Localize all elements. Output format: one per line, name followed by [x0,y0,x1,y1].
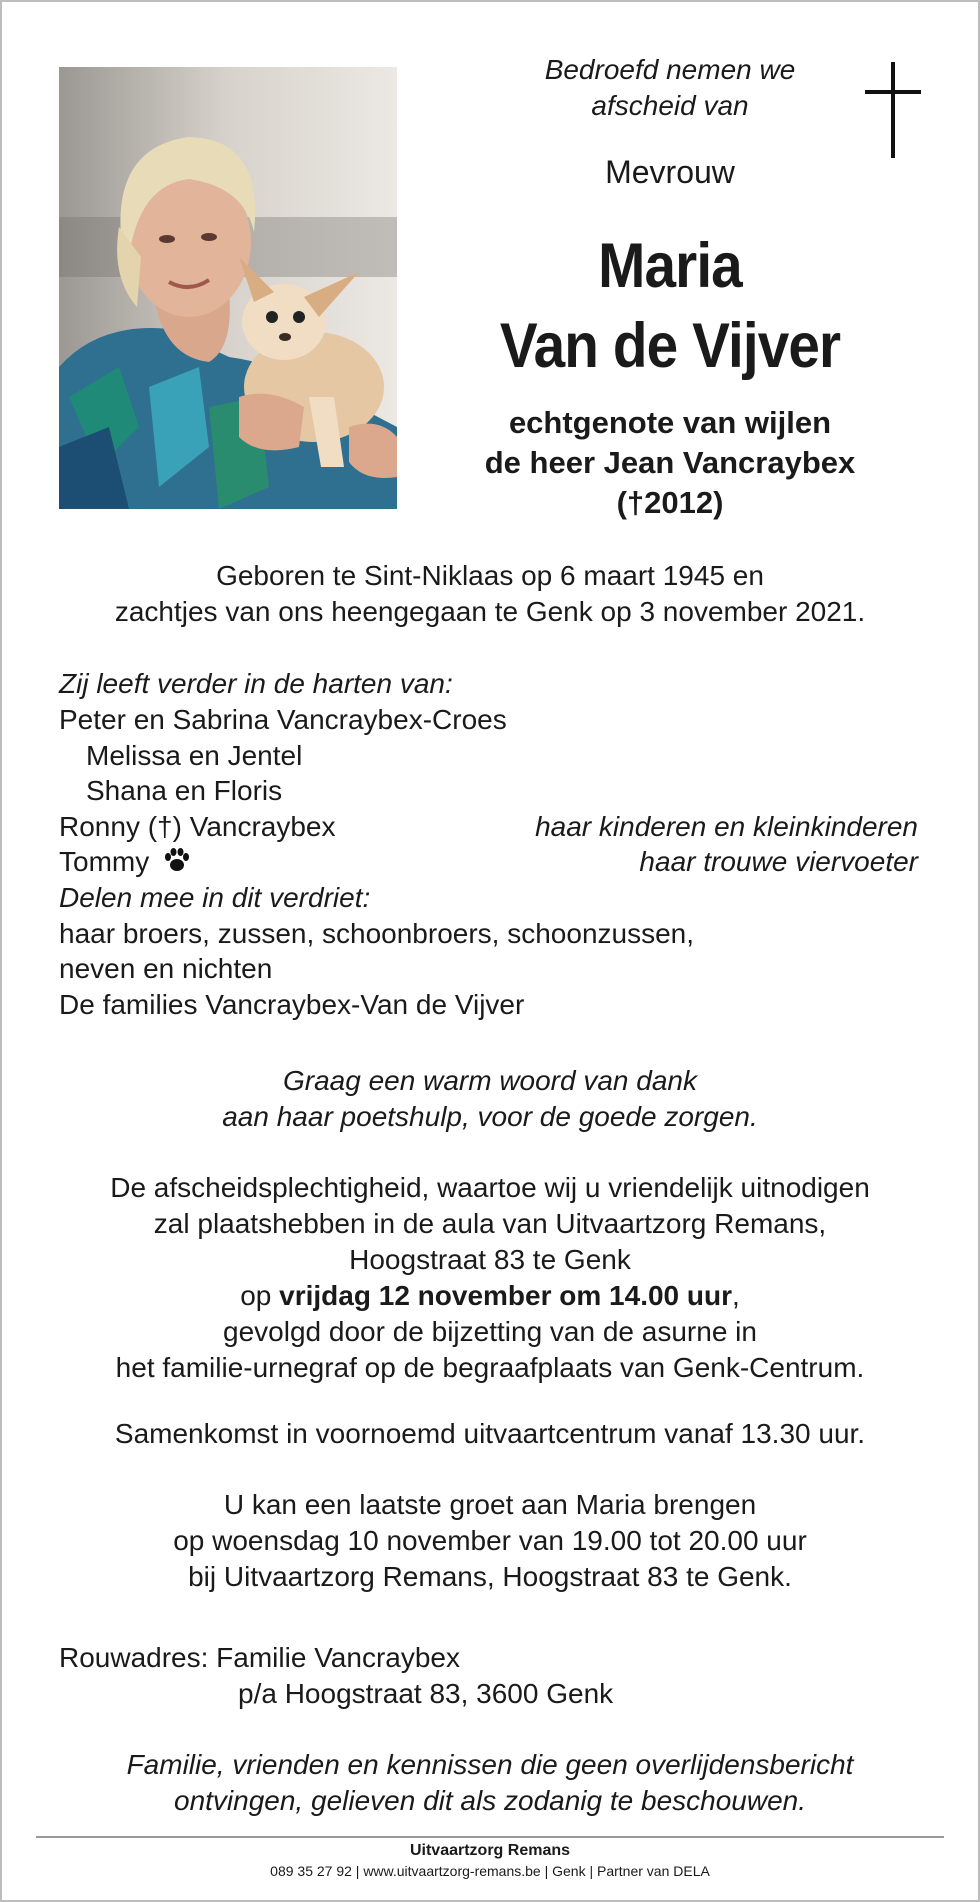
family-pet [59,844,191,882]
family-note: haar kinderen en kleinkinderen [535,811,918,842]
family-member: Shana en Floris [86,775,283,806]
last-name: Van de Vijver [499,311,841,381]
first-name: Maria [598,231,742,301]
closing-text: Familie, vrienden en kennissen die geen overlijdensbericht ontvingen, gelieven dit als zodanig te beschouwen. [126,1749,854,1816]
footer-details: 089 35 27 92 | www.uitvaartzorg-remans.be | Genk | Partner van DELA [270,1863,710,1879]
family-heading: Zij leeft verder in de harten van: [59,668,453,699]
family-member: Peter en Sabrina Vancraybex-Croes [59,704,507,735]
ceremony-date: vrijdag 12 november om 14.00 uur [279,1280,732,1311]
paw-print-icon [163,846,191,882]
family-member: Melissa en Jentel [86,740,303,771]
thanks-text: Graag een warm woord van dank aan haar poetshulp, voor de goede zorgen. [222,1065,758,1132]
birth-death-text: Geboren te Sint-Niklaas op 6 maart 1945 en zachtjes van ons heengegaan te Genk op 3 november 2021. [114,560,866,627]
family-member: Ronny (†) Vancraybex [59,811,336,842]
portrait-photo [59,67,397,509]
footer-divider [36,1836,944,1838]
pet-name: Tommy [59,846,150,877]
share-line: haar broers, zussen, schoonbroers, schoonzussen, [59,918,695,949]
gathering-text: Samenkomst in voornoemd uitvaartcentrum vanaf 13.30 uur. [114,1418,866,1449]
share-line: neven en nichten [59,953,273,984]
spouse-info: echtgenote van wijlen de heer Jean Vancraybex (†2012) [484,405,856,520]
deceased-name [445,226,895,386]
ceremony-text: De afscheidsplechtigheid, waartoe wij u vriendelijk uitnodigen zal plaatshebben in de aula van Uitvaartzorg Remans, Hoogstraat 83 te Genk op vrijdag 12 november om 14.00 uur, gevolgd door de bijzetting van de asurne in het familie-urnegraf op de begraafplaats van Genk-Centrum. [40,1170,940,1386]
visit-text: U kan een laatste groet aan Maria brengen op woensdag 10 november van 19.00 tot 20.00 uur bij Uitvaartzorg Remans, Hoogstraat 83 te Genk. [173,1489,807,1592]
footer-company: Uitvaartzorg Remans [409,1842,571,1859]
intro-text: Bedroefd nemen we afscheid van [544,54,796,121]
share-heading: Delen mee in dit verdriet: [59,882,371,913]
share-line: De families Vancraybex-Van de Vijver [59,989,525,1020]
ceremony-date-line: op vrijdag 12 november om 14.00 uur, [240,1280,740,1311]
pet-note: haar trouwe viervoeter [639,846,918,877]
mourning-address: Rouwadres: Familie Vancraybex [59,1642,460,1673]
salutation: Mevrouw [605,154,735,190]
mourning-address-street: p/a Hoogstraat 83, 3600 Genk [238,1678,614,1709]
